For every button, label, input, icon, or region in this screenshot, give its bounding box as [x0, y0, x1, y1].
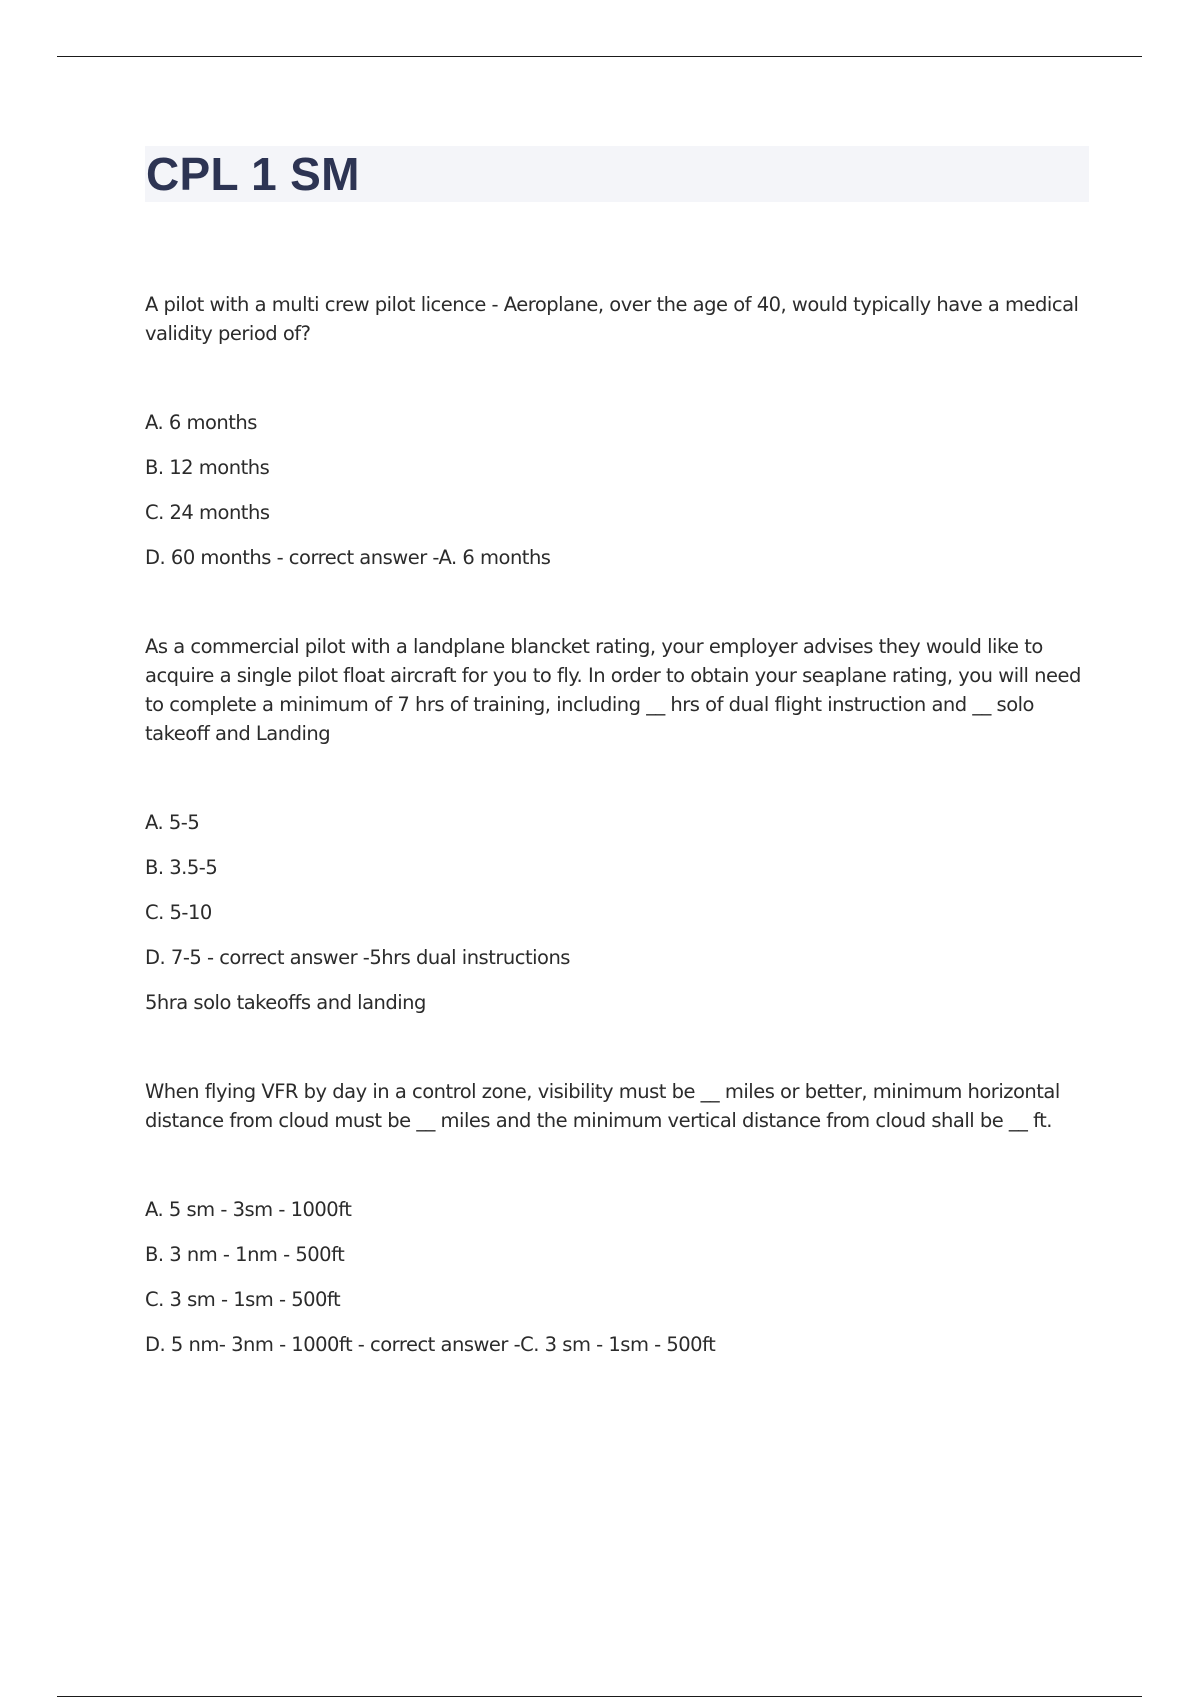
option-a: A. 5-5 — [145, 811, 200, 834]
question-text: When flying VFR by day in a control zone, visibility must be __ miles or better, minimum horizontal distance from cloud must be __ miles and the minimum vertical distance from cloud shall be __ ft. — [145, 1080, 1060, 1132]
question-list — [145, 290, 1090, 1359]
question-text: As a commercial pilot with a landplane blancket rating, your employer advises they would like to acquire a single pilot float aircraft for you to fly. In order to obtain your seaplane rating, you will need to complete a minimum of 7 hrs of training, including __ hrs of dual flight instruction and __ solo takeoff and Landing — [145, 635, 1081, 745]
answer-continuation: 5hra solo takeoffs and landing — [145, 991, 426, 1014]
option-d-with-answer: D. 5 nm- 3nm - 1000ft - correct answer -C. 3 sm - 1sm - 500ft — [145, 1333, 716, 1356]
question-block-1 — [145, 290, 1090, 572]
option-d-with-answer: D. 7-5 - correct answer -5hrs dual instructions — [145, 946, 570, 969]
option-d-with-answer: D. 60 months - correct answer -A. 6 months — [145, 546, 551, 569]
option-b: B. 3.5-5 — [145, 856, 218, 879]
header-rule — [57, 56, 1142, 57]
page-title: CPL 1 SM — [146, 148, 360, 200]
option-list — [145, 408, 1090, 572]
option-b: B. 3 nm - 1nm - 500ft — [145, 1243, 345, 1266]
option-a: A. 5 sm - 3sm - 1000ft — [145, 1198, 352, 1221]
option-a: A. 6 months — [145, 411, 257, 434]
option-list — [145, 1195, 1090, 1359]
footer-rule — [57, 1696, 1142, 1697]
title-band — [145, 146, 1089, 202]
question-block-3 — [145, 1077, 1090, 1359]
option-list — [145, 808, 1090, 972]
option-b: B. 12 months — [145, 456, 270, 479]
question-block-2 — [145, 632, 1090, 1017]
option-c: C. 24 months — [145, 501, 270, 524]
option-c: C. 3 sm - 1sm - 500ft — [145, 1288, 341, 1311]
question-text: A pilot with a multi crew pilot licence - Aeroplane, over the age of 40, would typically have a medical validity period of? — [145, 293, 1079, 345]
option-c: C. 5-10 — [145, 901, 212, 924]
